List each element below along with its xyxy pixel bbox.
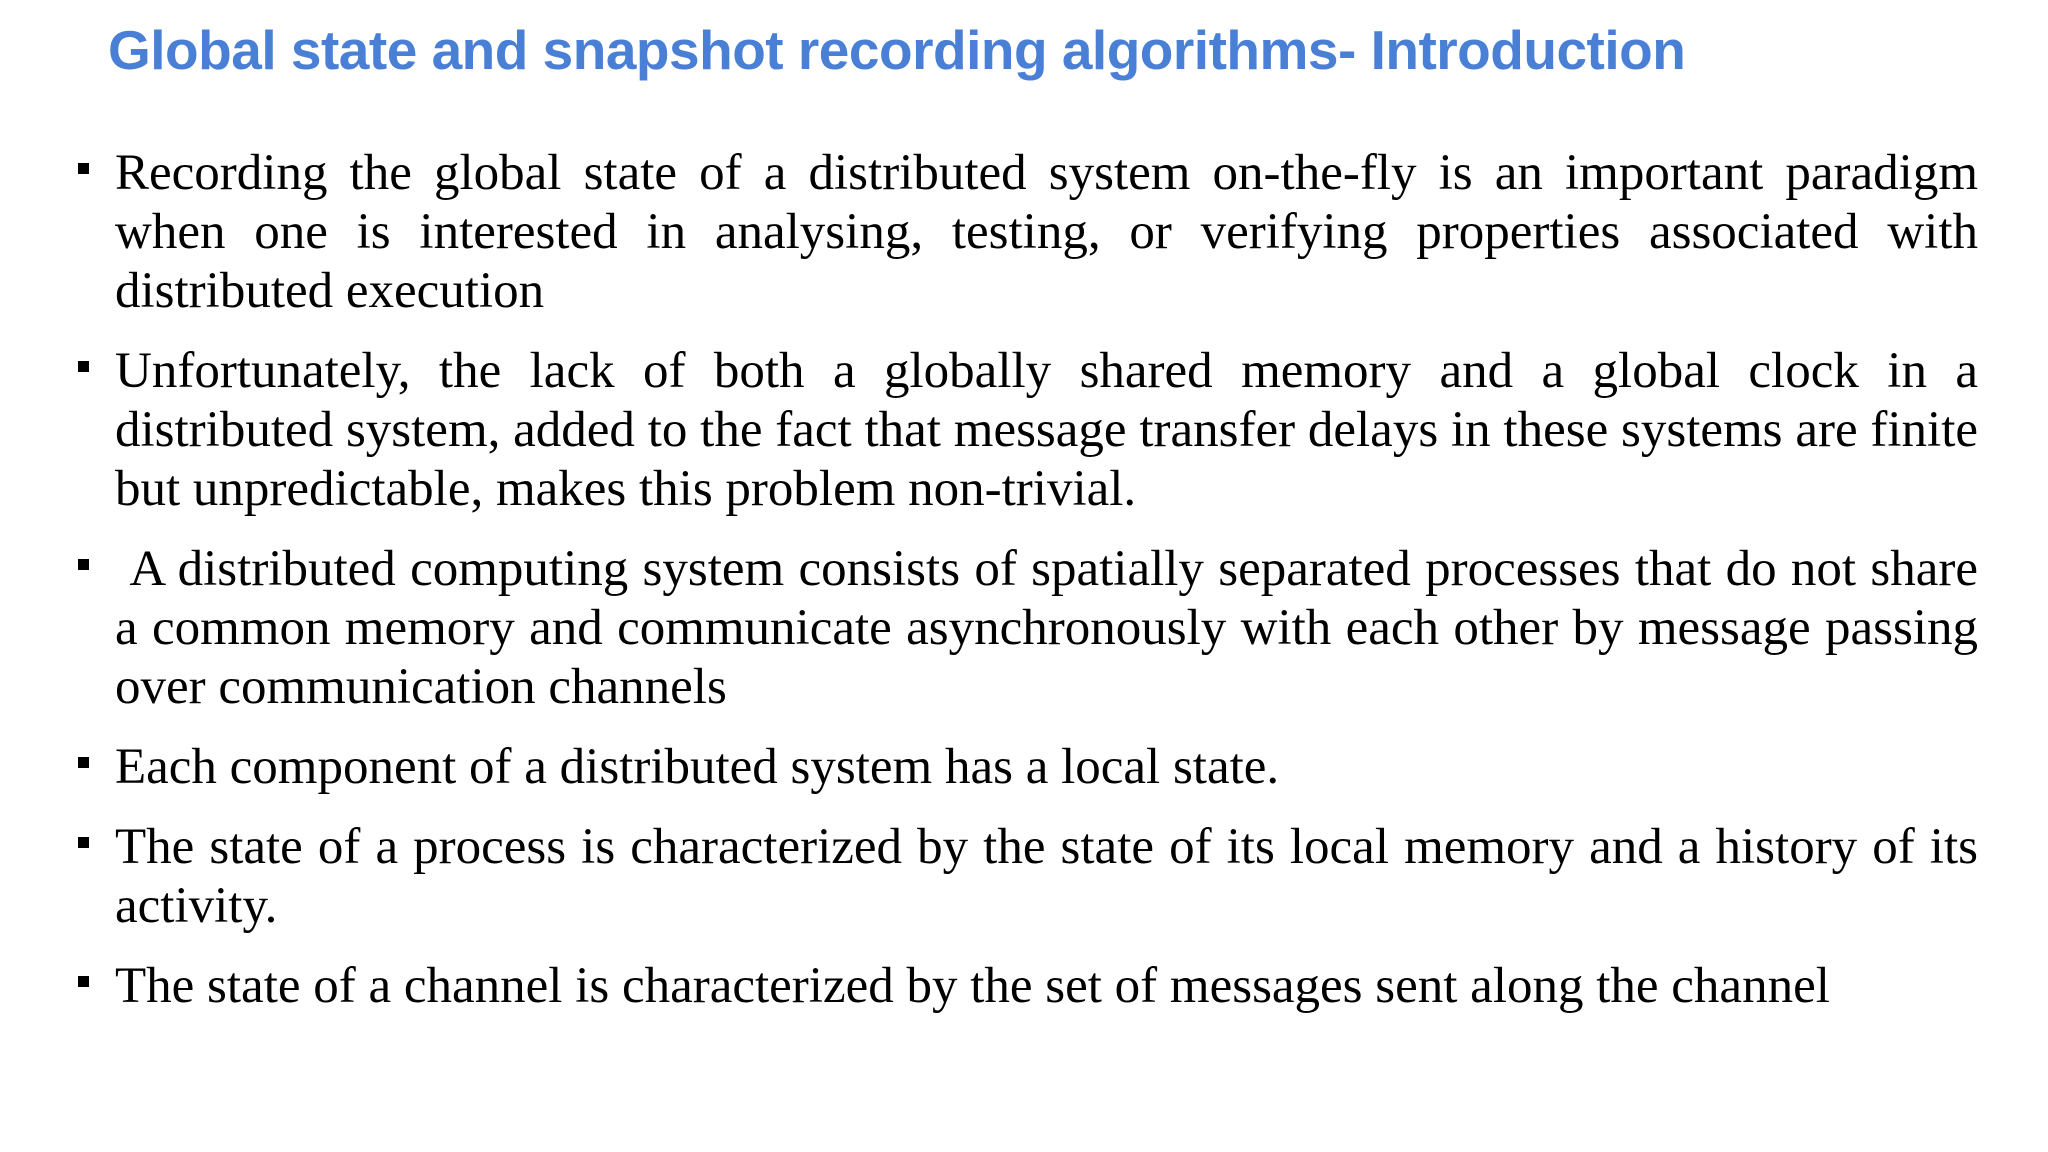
- bullet-item: [78, 144, 1978, 321]
- square-bullet-icon: [78, 757, 89, 768]
- square-bullet-icon: [78, 559, 89, 570]
- square-bullet-icon: [78, 837, 89, 848]
- bullet-item: [78, 540, 1991, 717]
- bullet-item: [78, 957, 1978, 1016]
- bullet-text: Each component of a distributed system has a local state.: [115, 739, 1280, 795]
- square-bullet-icon: [78, 976, 89, 987]
- slide-title: Global state and snapshot recording algorithms- Introduction: [108, 19, 1686, 81]
- bullet-text: A distributed computing system consists of spatially separated processes that do not share a common memory and communicate asynchronously with each other by message passing over communication channels: [115, 541, 1991, 715]
- bullet-item: [78, 818, 1978, 936]
- bullet-text: Unfortunately, the lack of both a globally shared memory and a global clock in a distributed system, added to the fact that message transfer delays in these systems are finite but unpredictable, makes this problem non-trivial.: [115, 343, 1978, 517]
- bullet-text: The state of a process is characterized by the state of its local memory and a history of its activity.: [115, 819, 1978, 934]
- square-bullet-icon: [78, 361, 89, 372]
- bullet-text: Recording the global state of a distributed system on-the-fly is an important paradigm when one is interested in analysing, testing, or verifying properties associated with distributed execution: [115, 145, 1978, 319]
- bullet-list: [78, 144, 1991, 1037]
- bullet-item: [78, 342, 1978, 519]
- square-bullet-icon: [78, 163, 89, 174]
- bullet-item: [78, 738, 1978, 797]
- bullet-text: The state of a channel is characterized by the set of messages sent along the channel: [115, 958, 1830, 1014]
